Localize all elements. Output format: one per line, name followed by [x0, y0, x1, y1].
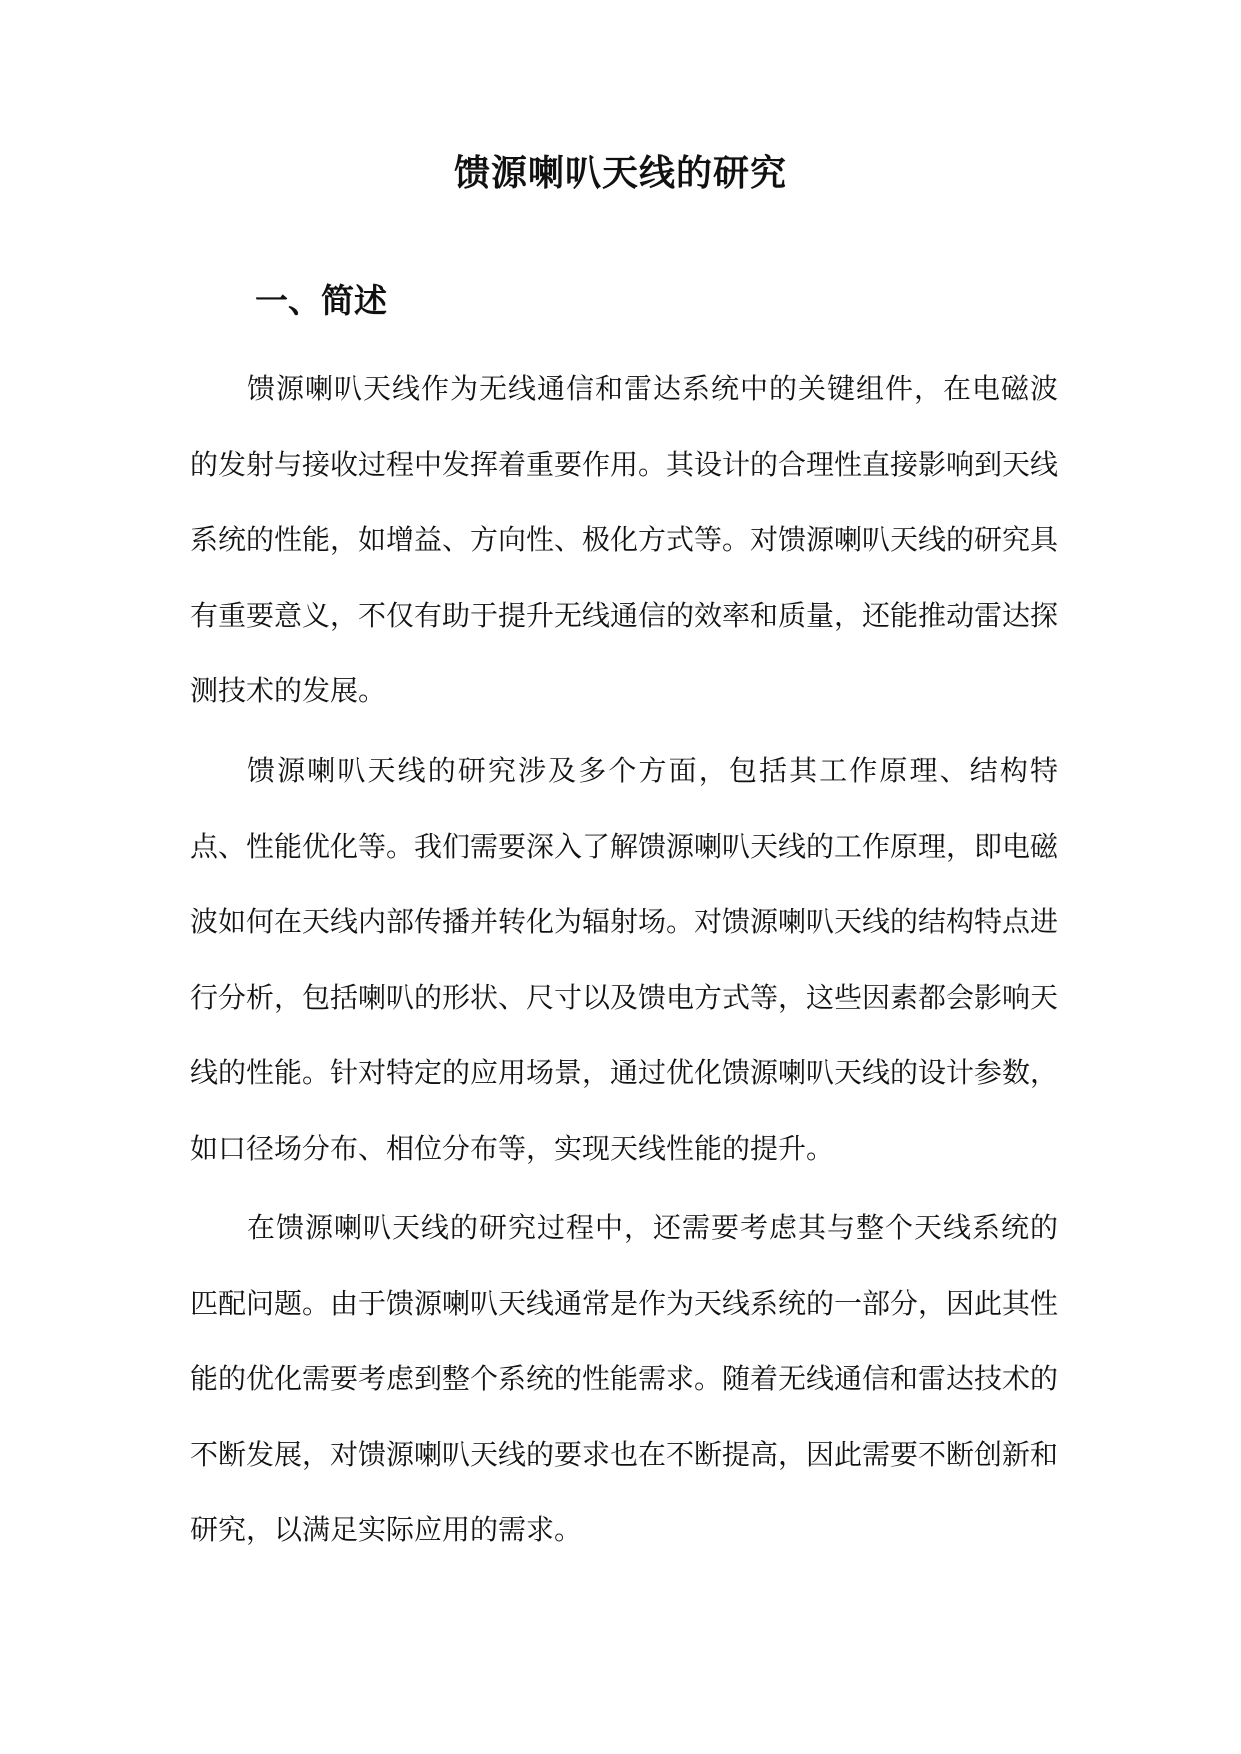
page-title: 馈源喇叭天线的研究 — [453, 152, 787, 194]
body-paragraph: 馈源喇叭天线的研究涉及多个方面，包括其工作原理、结构特点、性能优化等。我们需要深入了解馈源喇叭天线的工作原理，即电磁波如何在天线内部传播并转化为辐射场。对馈源喇叭天线的结构特点进行分析，包括喇叭的形状、尺寸以及馈电方式等，这些因素都会影响天线的性能。针对特定的应用场景，通过优化馈源喇叭天线的设计参数，如口径场分布、相位分布等，实现天线性能的提升。 — [190, 754, 1059, 1165]
body-paragraph: 在馈源喇叭天线的研究过程中，还需要考虑其与整个天线系统的匹配问题。由于馈源喇叭天线通常是作为天线系统的一部分，因此其性能的优化需要考虑到整个系统的性能需求。随着无线通信和雷达技术的不断发展，对馈源喇叭天线的要求也在不断提高，因此需要不断创新和研究，以满足实际应用的需求。 — [190, 1211, 1059, 1546]
section-heading: 一、简述 — [255, 281, 387, 320]
body-paragraph: 馈源喇叭天线作为无线通信和雷达系统中的关键组件，在电磁波的发射与接收过程中发挥着重要作用。其设计的合理性直接影响到天线系统的性能，如增益、方向性、极化方式等。对馈源喇叭天线的研究具有重要意义，不仅有助于提升无线通信的效率和质量，还能推动雷达探测技术的发展。 — [190, 372, 1059, 707]
